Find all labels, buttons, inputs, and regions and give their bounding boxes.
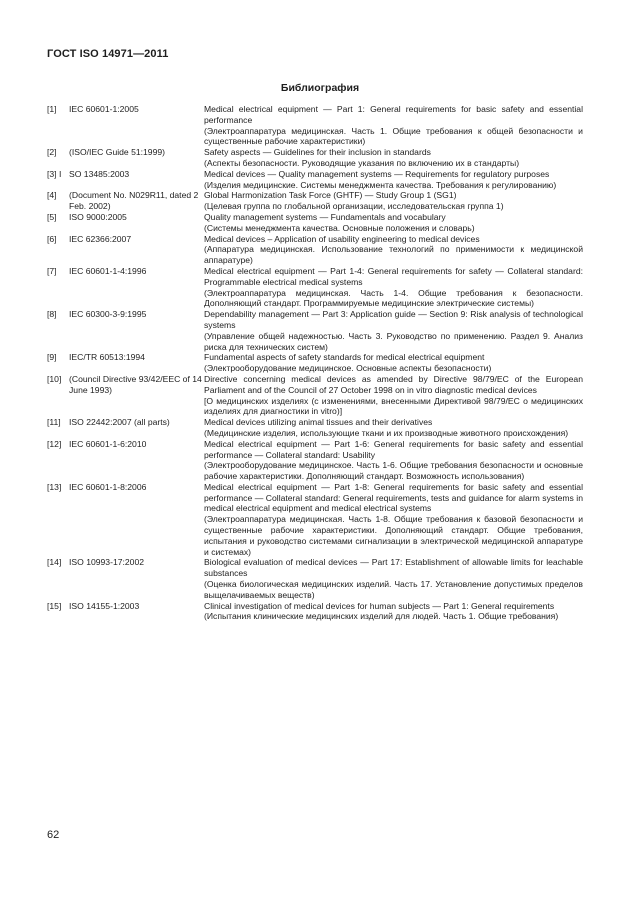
entry-source: (Council Directive 93/42/EEC of 14 June 1993) (69, 373, 202, 395)
entry-title-en: Medical electrical equipment — Part 1: General requirements for basic safety and essential performance (204, 104, 583, 125)
entry-source: ISO 22442:2007 (all parts) (69, 417, 170, 428)
entry-source: SO 13485:2003 (69, 168, 130, 179)
entry-number: [13] (47, 481, 62, 492)
entry-description (204, 266, 583, 309)
entry-title-ru: (Целевая группа по глобальной организации, исследовательская группа 1) (204, 201, 504, 212)
entry-title-en: Biological evaluation of medical devices — Part 17: Establishment of allowable limits for leachable substances (204, 557, 583, 579)
entry-title-en: Medical electrical equipment — Part 1-6: General requirements for basic safety and essential performance — Collateral standard: Usability (204, 438, 583, 460)
entry-source: IEC 60601-1-4:1996 (69, 265, 147, 276)
entry-number: [5] (47, 211, 57, 222)
bibliography-entry (47, 169, 583, 191)
entry-number: [4] (47, 190, 57, 201)
entry-title-en: Global Harmonization Task Force (GHTF) — Study Group 1 (SG1) (204, 190, 457, 201)
entry-number: [1] (47, 104, 57, 114)
entry-title-en: Clinical investigation of medical devices for human subjects — Part 1: General requirements (204, 600, 555, 611)
entry-title-en: Safety aspects — Guidelines for their inclusion in standards (204, 147, 431, 158)
bibliography-title: Библиография (280, 82, 360, 94)
entry-number: [9] (47, 352, 57, 363)
entry-number: [14] (47, 557, 62, 568)
entry-title-ru: (Аппаратура медицинская. Использование технологий по применимости к медицинской аппаратуре) (204, 244, 583, 266)
entry-number: [10] (47, 373, 62, 384)
entry-description (204, 352, 583, 374)
entry-title-ru: (Электроаппаратура медицинская. Часть 1-4. Общие требования к безопасности. Дополняющий стандарт. Программируемые медицинские электрические системы) (204, 287, 583, 309)
entry-title-ru: (Электрооборудование медицинское. Основные аспекты безопасности) (204, 363, 492, 374)
entry-description (204, 104, 583, 147)
bibliography-entry (47, 439, 583, 482)
entry-title-en: Quality management systems — Fundamentals and vocabulary (204, 211, 446, 222)
entry-source: IEC 62366:2007 (69, 233, 132, 244)
entry-source: ISO 9000:2005 (69, 211, 127, 222)
entry-title-ru: (Управление общей надежностью. Часть 3. Руководство по применению. Раздел 9. Анализ риска для технических систем) (204, 330, 583, 352)
entry-title-ru: (Оценка биологическая медицинских изделий. Часть 17. Установление допустимых пределов выщелачиваемых веществ) (204, 579, 583, 600)
entry-title-ru: (Электрооборудование медицинское. Часть 1-6. Общие требования безопасности и основные рабочие характеристики. Дополняющий стандарт. Возможность использования) (204, 460, 583, 482)
entry-description (204, 169, 583, 191)
bibliography-entry (47, 557, 583, 600)
entry-title-en: Medical devices – Application of usability engineering to medical devices (204, 233, 480, 244)
page-number: 62 (47, 829, 60, 841)
entry-title-ru: [О медицинских изделиях (с изменениями, внесенными Директивой 98/79/EC о медицинских изделиях для диагностики in vitro)] (204, 395, 583, 417)
entry-title-ru: (Системы менеджмента качества. Основные положения и словарь) (204, 222, 475, 233)
entry-title-ru: (Аспекты безопасности. Руководящие указания по включению их в стандарты) (204, 157, 520, 168)
entry-number: [12] (47, 438, 62, 449)
entry-source: (Document No. N029R11, dated 2 Feb. 2002) (69, 190, 199, 212)
bibliography-entry (47, 212, 583, 234)
entry-source: ISO 14155-1:2003 (69, 600, 140, 611)
entry-title-en: Directive concerning medical devices as amended by Directive 98/79/EC of the European Parliament and of the Council of 27 October 1998 on in vitro diagnostic medical devices (204, 373, 583, 395)
bibliography-entry (47, 352, 583, 374)
entry-title-en: Medical electrical equipment — Part 1-4: General requirements for safety — Collateral standard: Programmable electrical medical systems (204, 265, 583, 287)
bibliography-entry (47, 234, 583, 266)
entry-description (204, 234, 583, 266)
entry-description (204, 374, 583, 417)
entry-number: [2] (47, 147, 57, 158)
entry-title-ru: (Электроаппаратура медицинская. Часть 1. Общие требования к общей безопасности и существенные рабочие характеристики) (204, 125, 583, 147)
entry-source: IEC 60601-1:2005 (69, 104, 139, 114)
bibliography-entry (47, 190, 583, 212)
entry-source: ISO 10993-17:2002 (69, 557, 145, 568)
entry-source: IEC/TR 60513:1994 (69, 352, 145, 363)
entry-number: [15] (47, 600, 62, 611)
bibliography-entry (47, 374, 583, 417)
bibliography-entry (47, 601, 583, 623)
document-header: ГОСТ ISO 14971—2011 (47, 48, 169, 60)
entry-description (204, 557, 583, 600)
entry-description (204, 439, 583, 482)
entry-number: [6] (47, 233, 57, 244)
entry-description (204, 309, 583, 352)
entry-description (204, 482, 583, 558)
bibliography-entry (47, 104, 583, 147)
entry-number: [11] (47, 417, 61, 428)
entry-source: (ISO/IEC Guide 51:1999) (69, 147, 166, 158)
entry-title-en: Fundamental aspects of safety standards for medical electrical equipment (204, 352, 485, 363)
bibliography-entry (47, 482, 583, 558)
entry-source: IEC 60601-1-8:2006 (69, 481, 147, 492)
entry-description (204, 212, 583, 234)
entry-title-ru: (Испытания клинические медицинских изделий для людей. Часть 1. Общие требования) (204, 611, 559, 622)
entry-number: [8] (47, 309, 57, 320)
bibliography-entry (47, 309, 583, 352)
entry-title-ru: (Электроаппаратура медицинская. Часть 1-8. Общие требования к базовой безопасности и существенные рабочие характеристики. Дополняющий стандарт. Общие требования, испытания и руководство системами сигнализации в электрической медицинской аппаратуре и системах) (204, 514, 583, 557)
bibliography-entry (47, 147, 583, 169)
entry-description (204, 190, 583, 212)
entry-source: IEC 60601-1-6:2010 (69, 438, 147, 449)
entry-description (204, 417, 583, 439)
entry-title-en: Medical electrical equipment — Part 1-8: General requirements for basic safety and essential performance — Collateral standard: General requirements, tests and guidance for alarm systems in medical electrical equipment and medical electrical systems (204, 481, 583, 514)
entry-title-en: Medical devices utilizing animal tissues and their derivatives (204, 417, 433, 428)
entry-number: [3] I (47, 168, 62, 179)
entry-title-ru: (Изделия медицинские. Системы менеджмента качества. Требования к регулированию) (204, 179, 557, 190)
bibliography-list (47, 104, 583, 622)
entry-description (204, 147, 583, 169)
entry-description (204, 601, 583, 623)
bibliography-entry (47, 417, 583, 439)
entry-title-en: Dependability management — Part 3: Application guide — Section 9: Risk analysis of technological systems (204, 309, 583, 330)
entry-number: [7] (47, 265, 57, 276)
entry-title-en: Medical devices — Quality management systems — Requirements for regulatory purposes (204, 168, 550, 179)
bibliography-entry (47, 266, 583, 309)
entry-source: IEC 60300-3-9:1995 (69, 309, 147, 320)
entry-title-ru: (Медицинские изделия, использующие ткани и их производные животного происхождения) (204, 427, 569, 438)
